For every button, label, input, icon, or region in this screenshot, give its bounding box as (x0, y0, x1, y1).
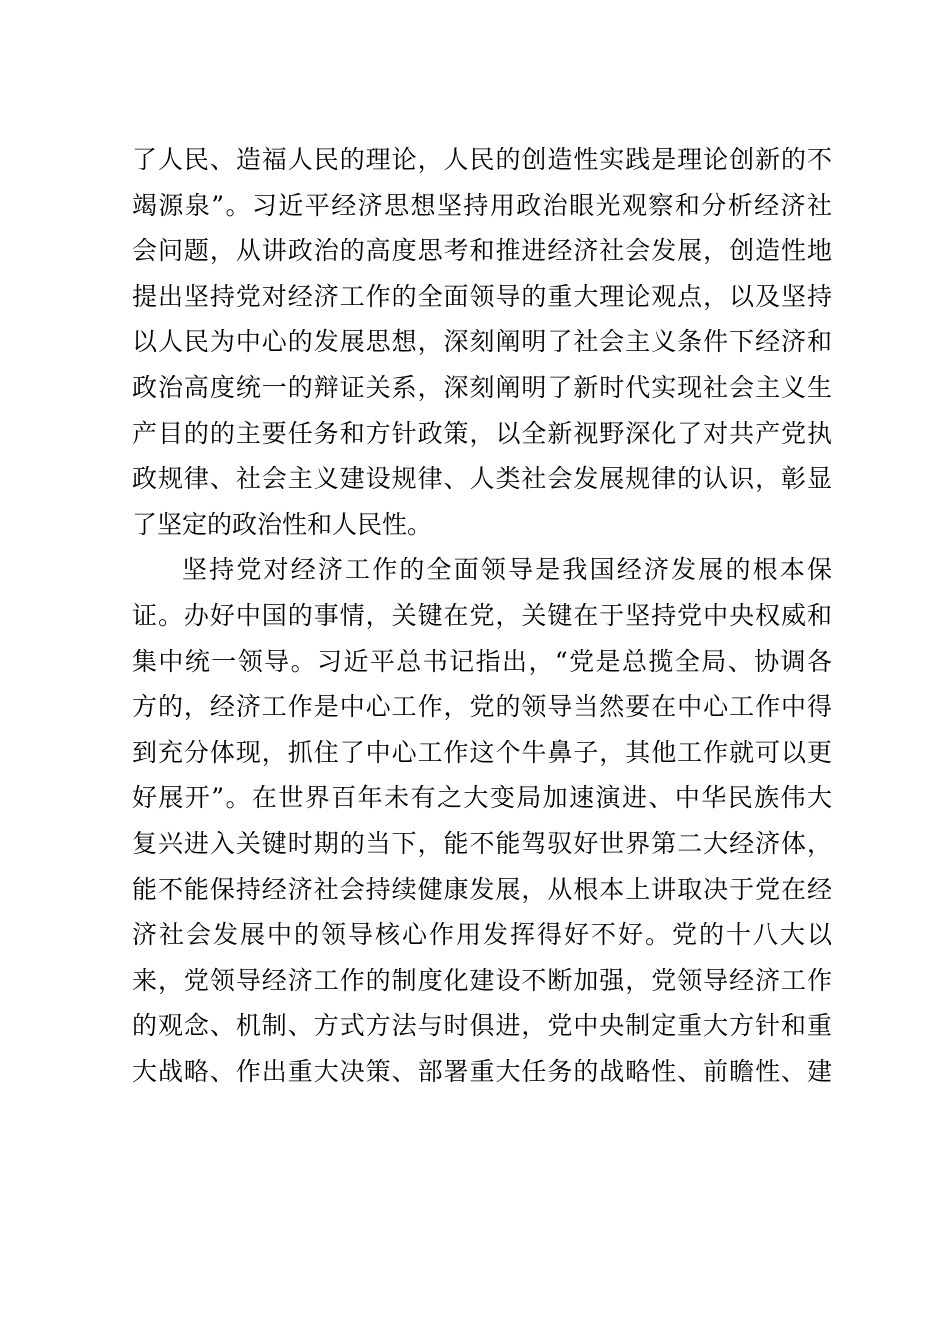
paragraph-1-line-2: 竭源泉”。习近平经济思想坚持用政治眼光观察和分析经济社 (132, 190, 832, 220)
paragraph-1-line-3: 会问题，从讲政治的高度思考和推进经济社会发展，创造性地 (132, 236, 832, 266)
body-text (132, 137, 832, 1094)
paragraph-2-line-11: 的观念、机制、方式方法与时俱进，党中央制定重大方针和重 (132, 1011, 832, 1041)
paragraph-1-line-4: 提出坚持党对经济工作的全面领导的重大理论观点，以及坚持 (132, 281, 832, 311)
paragraph-2-line-9: 济社会发展中的领导核心作用发挥得好不好。党的十八大以 (132, 920, 832, 950)
paragraph-1-line-6: 政治高度统一的辩证关系，深刻阐明了新时代实现社会主义生 (132, 372, 832, 402)
paragraph-2-line-3: 集中统一领导。习近平总书记指出，“党是总揽全局、协调各 (132, 646, 832, 676)
paragraph-1-line-5: 以人民为中心的发展思想，深刻阐明了社会主义条件下经济和 (132, 327, 832, 357)
paragraph-1-line-8: 政规律、社会主义建设规律、人类社会发展规律的认识，彰显 (132, 464, 832, 494)
paragraph-2-line-4: 方的，经济工作是中心工作，党的领导当然要在中心工作中得 (132, 692, 832, 722)
paragraph-2-line-10: 来，党领导经济工作的制度化建设不断加强，党领导经济工作 (132, 965, 832, 995)
paragraph-2-line-5: 到充分体现，抓住了中心工作这个牛鼻子，其他工作就可以更 (132, 737, 832, 767)
paragraph-2-line-12: 大战略、作出重大决策、部署重大任务的战略性、前瞻性、建 (132, 1056, 832, 1086)
paragraph-2-line-1: 坚持党对经济工作的全面领导是我国经济发展的根本保 (182, 555, 832, 585)
paragraph-1-line-9: 了坚定的政治性和人民性。 (132, 509, 433, 539)
paragraph-1-line-1: 了人民、造福人民的理论，人民的创造性实践是理论创新的不 (132, 145, 832, 174)
paragraph-2-line-7: 复兴进入关键时期的当下，能不能驾驭好世界第二大经济体， (132, 828, 832, 858)
paragraph-2-line-2: 证。办好中国的事情，关键在党，关键在于坚持党中央权威和 (132, 600, 832, 630)
paragraph-1-line-7: 产目的的主要任务和方针政策，以全新视野深化了对共产党执 (132, 418, 832, 448)
paragraph-2-line-8: 能不能保持经济社会持续健康发展，从根本上讲取决于党在经 (132, 874, 832, 904)
paragraph-2-line-6: 好展开”。在世界百年未有之大变局加速演进、中华民族伟大 (132, 783, 832, 813)
